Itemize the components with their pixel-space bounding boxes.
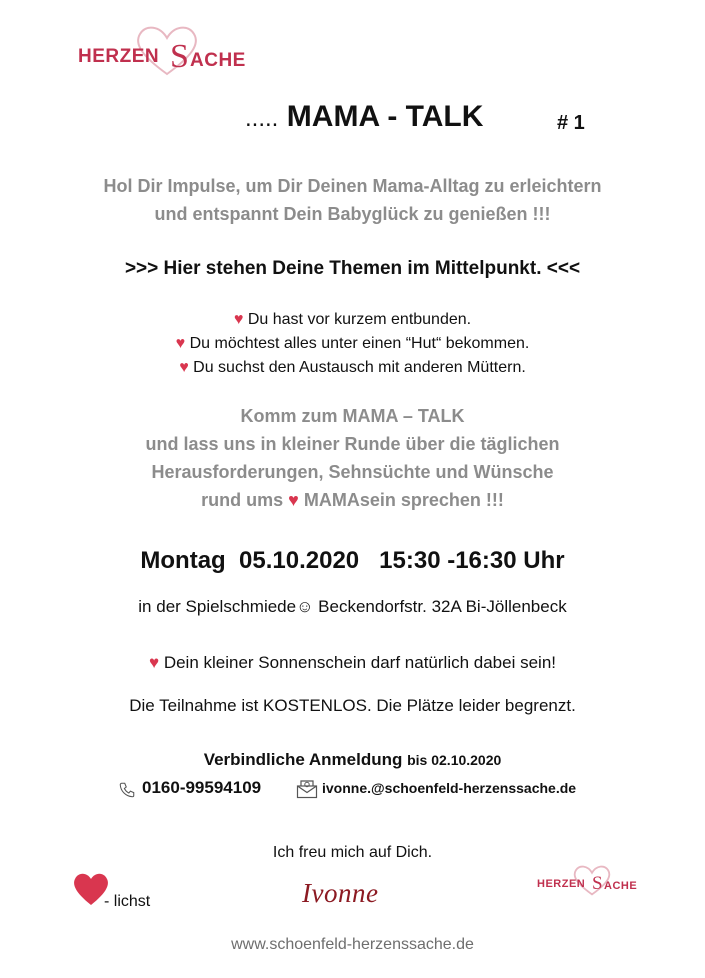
email-address[interactable]: ivonne.@schoenfeld-herzenssache.de xyxy=(322,780,577,796)
bullet-text: Du suchst den Austausch mit anderen Müttern. xyxy=(193,359,526,376)
title-dots: ..... xyxy=(245,105,279,132)
title-main: MAMA - TALK xyxy=(286,100,484,133)
note-baby xyxy=(0,653,705,673)
footer-url[interactable]: www.schoenfeld-herzenssache.de xyxy=(231,936,474,953)
signature: Ivonne xyxy=(302,878,379,908)
heart-icon: ♥ xyxy=(175,335,186,352)
invite-line-1: Komm zum MAMA – TALK xyxy=(240,406,465,426)
heart-icon: ♥ xyxy=(233,311,244,328)
event-location xyxy=(0,597,705,617)
location-text-a: in der Spielschmiede xyxy=(138,597,297,616)
bullet-item xyxy=(0,311,705,329)
heart-icon: ♥ xyxy=(288,490,299,510)
focus-heading: >>> Hier stehen Deine Themen im Mittelpunkt. <<< xyxy=(124,258,581,279)
event-date: Montag 05.10.2020 15:30 -16:30 Uhr xyxy=(140,547,565,574)
logo-word-herzen: HERZEN xyxy=(78,46,160,67)
bullet-text: Du hast vor kurzem entbunden. xyxy=(247,311,472,328)
invite-line-2: und lass uns in kleiner Runde über die täglichen xyxy=(145,434,560,454)
invite-line-4 xyxy=(0,490,705,511)
lichst-text: - lichst xyxy=(104,893,151,910)
heart-icon: ♥ xyxy=(179,359,189,376)
phone-number[interactable]: 0160-99594109 xyxy=(142,778,262,797)
location-text-b: Beckendorfstr. 32A Bi-Jöllenbeck xyxy=(313,597,567,616)
invite-line-3: Herausforderungen, Sehnsüchte und Wünsche xyxy=(151,462,554,482)
phone-icon xyxy=(118,781,136,799)
note-baby-text: Dein kleiner Sonnenschein darf natürlich dabei sein! xyxy=(163,653,556,672)
invite-line-4b: MAMAsein sprechen !!! xyxy=(303,490,504,510)
intro-line-1: Hol Dir Impulse, um Dir Deinen Mama-Alltag zu erleichtern xyxy=(103,176,602,196)
invite-line-4a: rund ums xyxy=(201,490,284,510)
logo-letter-s: S xyxy=(592,873,604,894)
title-number: # 1 xyxy=(557,112,585,134)
smiley-icon: ☺ xyxy=(296,597,314,616)
registration-deadline: bis 02.10.2020 xyxy=(407,752,502,768)
envelope-icon xyxy=(296,779,318,799)
logo-bottom xyxy=(537,862,647,906)
note-free: Die Teilnahme ist KOSTENLOS. Die Plätze leider begrenzt. xyxy=(129,696,576,715)
page-title xyxy=(245,100,483,134)
bullet-text: Du möchtest alles unter einen “Hut“ bekommen. xyxy=(189,335,530,352)
heart-icon: ♥ xyxy=(148,653,160,672)
logo-word-herzen: HERZEN xyxy=(537,878,586,890)
bullet-item xyxy=(0,359,705,377)
logo-letter-s: S xyxy=(170,38,190,75)
registration-label: Verbindliche Anmeldung xyxy=(203,750,403,769)
logo-word-ache: ACHE xyxy=(190,50,246,71)
intro-line-2: und entspannt Dein Babyglück zu genießen !!! xyxy=(154,204,551,224)
registration xyxy=(0,750,705,770)
logo-top xyxy=(76,18,246,98)
closing-text: Ich freu mich auf Dich. xyxy=(272,844,433,861)
logo-word-ache: ACHE xyxy=(604,880,638,892)
bullet-item xyxy=(0,335,705,353)
